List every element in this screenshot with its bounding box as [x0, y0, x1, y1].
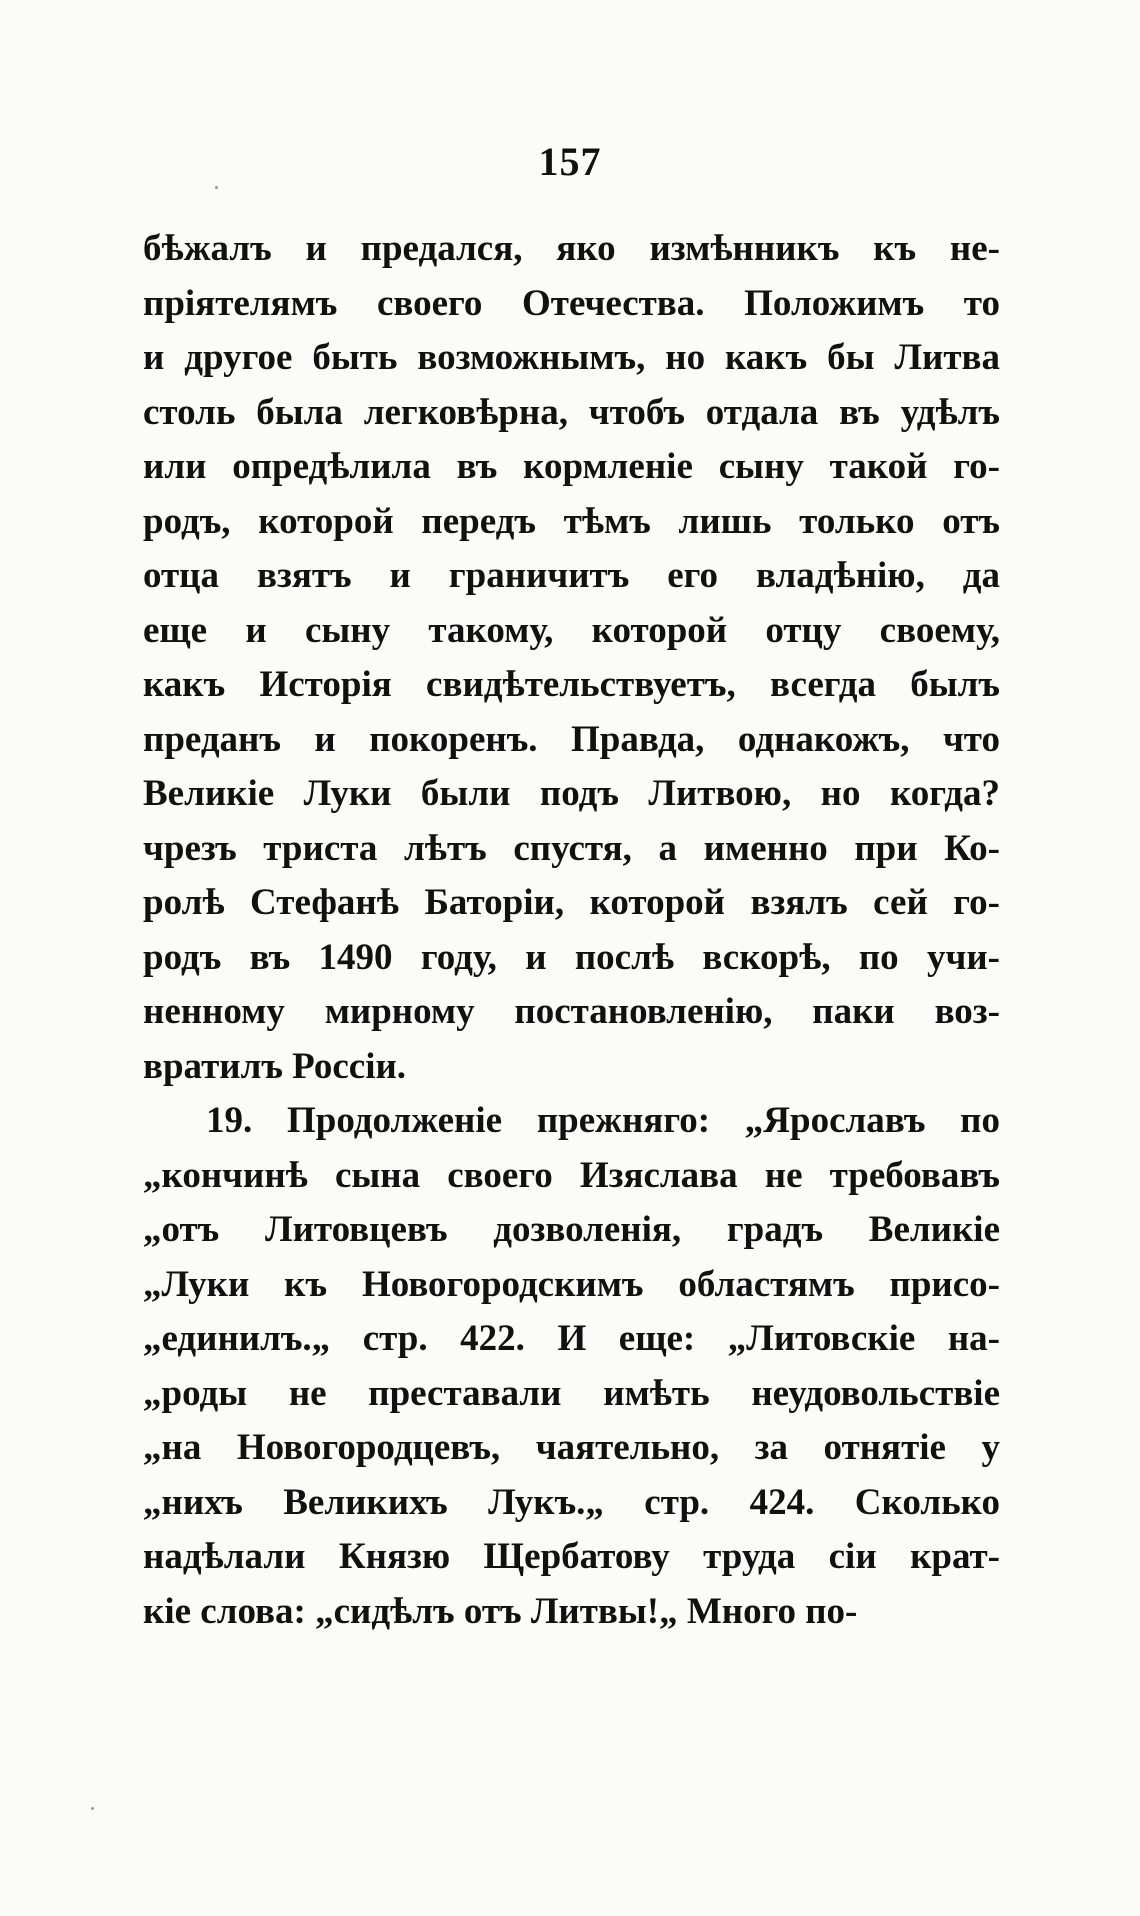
- text-line: „роды не преставали имѣть неудовольствіе: [143, 1372, 1000, 1414]
- paper-speck: [215, 186, 218, 189]
- section-start-line: 19. Продолженіе прежняго: „Ярославъ по: [206, 1100, 1000, 1141]
- body-text: [143, 222, 1000, 1639]
- text-line: надѣлали Князю Щербатову труда сіи крат-: [143, 1536, 1000, 1577]
- text-line: ролѣ Стефанѣ Баторіи, которой взялъ сей го-: [143, 882, 1000, 923]
- text-line: вратилъ Россіи.: [143, 1045, 407, 1087]
- text-line: кіе слова: „сидѣлъ отъ Литвы!„ Много по-: [143, 1590, 858, 1632]
- text-line: „на Новогородцевъ, чаятельно, за отнятіе у: [143, 1427, 1000, 1468]
- text-line: чрезъ триста лѣтъ спустя, а именно при Ко-: [143, 827, 1000, 869]
- text-line: преданъ и покоренъ. Правда, однакожъ, что: [143, 718, 1000, 760]
- text-line: „единилъ.„ стр. 422. И еще: „Литовскіе на-: [143, 1318, 1000, 1359]
- text-line: Великіе Луки были подъ Литвою, но когда?: [143, 773, 1000, 814]
- text-line: отца взятъ и граничитъ его владѣнію, да: [143, 555, 1000, 596]
- text-line: „кончинѣ сына своего Изяслава не требовавъ: [143, 1154, 1000, 1196]
- text-line: бѣжалъ и предался, яко измѣнникъ къ не-: [143, 228, 1000, 269]
- page-number: 157: [538, 139, 602, 184]
- text-line: или опредѣлила въ кормленіе сыну такой го-: [143, 446, 1000, 487]
- text-line: родъ, которой передъ тѣмъ лишь только отъ: [143, 500, 1000, 542]
- text-line: и другое быть возможнымъ, но какъ бы Литва: [143, 337, 1000, 378]
- text-line: столь была легковѣрна, чтобъ отдала въ удѣлъ: [143, 391, 1000, 433]
- text-line: ненному мирному постановленію, паки воз-: [143, 991, 1000, 1032]
- text-line: еще и сыну такому, которой отцу своему,: [143, 609, 1000, 651]
- text-line: „Луки къ Новогородскимъ областямъ присо-: [143, 1263, 1000, 1305]
- text-line: „нихъ Великихъ Лукъ.„ стр. 424. Сколько: [143, 1481, 1000, 1523]
- text-line: „отъ Литовцевъ дозволенія, градъ Великіе: [143, 1209, 1000, 1250]
- paper-speck: [91, 1807, 94, 1810]
- text-line: какъ Исторія свидѣтельствуетъ, всегда былъ: [143, 664, 1000, 705]
- text-line: родъ въ 1490 году, и послѣ вскорѣ, по учи-: [143, 936, 1000, 978]
- text-line: пріятелямъ своего Отечества. Положимъ то: [143, 282, 1000, 324]
